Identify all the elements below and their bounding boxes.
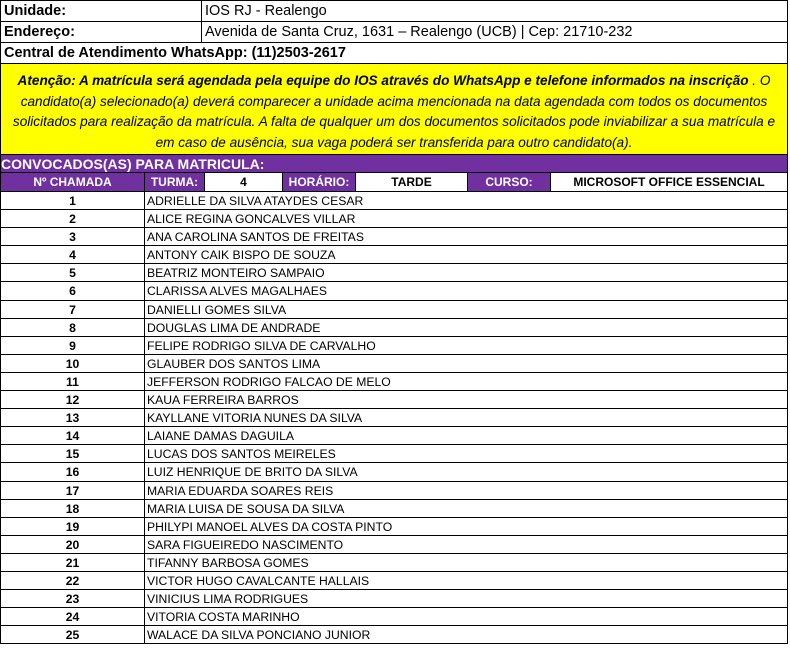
candidate-name: ANA CAROLINA SANTOS DE FREITAS <box>147 230 364 245</box>
candidate-list <box>1 192 788 644</box>
candidate-name: MARIA EDUARDA SOARES REIS <box>147 483 334 498</box>
curso-value: MICROSOFT OFFICE ESSENCIAL <box>551 173 787 191</box>
table-row <box>1 590 788 608</box>
turma-label: TURMA: <box>145 173 205 191</box>
candidate-name: LUIZ HENRIQUE DE BRITO DA SILVA <box>147 465 358 480</box>
candidate-name: DANIELLI GOMES SILVA <box>147 302 287 317</box>
candidate-name: FELIPE RODRIGO SILVA DE CARVALHO <box>147 338 376 353</box>
table-row <box>1 409 788 427</box>
curso-label: CURSO: <box>468 173 551 191</box>
candidate-name: ADRIELLE DA SILVA ATAYDES CESAR <box>147 194 364 208</box>
candidate-name: GLAUBER DOS SANTOS LIMA <box>147 356 321 371</box>
call-number: 1 <box>1 192 145 209</box>
call-number: 16 <box>1 463 145 480</box>
candidate-name: CLARISSA ALVES MAGALHAES <box>147 284 327 299</box>
call-number: 11 <box>1 373 145 390</box>
candidate-name: KAYLLANE VITORIA NUNES DA SILVA <box>147 411 363 426</box>
endereco-row <box>1 22 788 43</box>
candidate-name: LAIANE DAMAS DAGUILA <box>147 429 294 444</box>
candidate-name: JEFFERSON RODRIGO FALCAO DE MELO <box>147 374 391 389</box>
candidate-name: ALICE REGINA GONCALVES VILLAR <box>147 212 356 227</box>
table-row <box>1 500 788 518</box>
candidate-name: WALACE DA SILVA PONCIANO JUNIOR <box>147 628 371 643</box>
convocados-title: CONVOCADOS(AS) PARA MATRICULA: <box>1 155 788 173</box>
call-number: 3 <box>1 228 145 245</box>
call-number: 10 <box>1 355 145 372</box>
table-row <box>1 427 788 445</box>
candidate-name: LUCAS DOS SANTOS MEIRELES <box>147 447 336 462</box>
table-row <box>1 246 788 264</box>
table-row <box>1 626 788 644</box>
table-row <box>1 554 788 572</box>
call-number: 9 <box>1 337 145 354</box>
table-row <box>1 536 788 554</box>
table-row <box>1 337 788 355</box>
table-row <box>1 192 788 210</box>
notice-bold: Atenção: A matrícula será agendada pela equipe do IOS através do WhatsApp e telefone informados na inscrição <box>17 73 749 88</box>
attention-notice <box>1 64 788 155</box>
call-number: 17 <box>1 482 145 499</box>
endereco-value: Avenida de Santa Cruz, 1631 – Realengo (UCB) | Cep: 21710-232 <box>205 24 633 40</box>
call-number: 14 <box>1 427 145 444</box>
candidate-name: VITORIA COSTA MARINHO <box>147 610 300 625</box>
call-number: 19 <box>1 518 145 535</box>
table-row <box>1 282 788 300</box>
call-number: 8 <box>1 319 145 336</box>
unidade-value: IOS RJ - Realengo <box>205 3 327 19</box>
table-row <box>1 301 788 319</box>
unidade-row <box>1 0 788 22</box>
table-row <box>1 355 788 373</box>
class-info-row <box>1 173 788 192</box>
candidate-name: ANTONY CAIK BISPO DE SOUZA <box>147 248 336 263</box>
call-number: 21 <box>1 554 145 571</box>
chamada-label: Nº CHAMADA <box>1 173 145 191</box>
call-number: 23 <box>1 590 145 607</box>
call-number: 18 <box>1 500 145 517</box>
call-number: 4 <box>1 246 145 263</box>
table-row <box>1 518 788 536</box>
call-number: 15 <box>1 445 145 462</box>
turma-value: 4 <box>205 173 283 191</box>
call-number: 6 <box>1 282 145 299</box>
call-number: 24 <box>1 608 145 625</box>
table-row <box>1 608 788 626</box>
table-row <box>1 373 788 391</box>
horario-label: HORÁRIO: <box>283 173 356 191</box>
candidate-name: BEATRIZ MONTEIRO SAMPAIO <box>147 266 325 281</box>
table-row <box>1 391 788 409</box>
whatsapp-central: Central de Atendimento WhatsApp: (11)2503-2617 <box>1 43 788 64</box>
table-row <box>1 210 788 228</box>
candidate-name: TIFANNY BARBOSA GOMES <box>147 555 309 570</box>
candidate-name: VINICIUS LIMA RODRIGUES <box>147 592 309 607</box>
candidate-name: VICTOR HUGO CAVALCANTE HALLAIS <box>147 573 370 588</box>
call-number: 5 <box>1 264 145 281</box>
candidate-name: PHILYPI MANOEL ALVES DA COSTA PINTO <box>147 519 393 534</box>
candidate-name: DOUGLAS LIMA DE ANDRADE <box>147 320 321 335</box>
call-number: 20 <box>1 536 145 553</box>
call-number: 7 <box>1 301 145 318</box>
table-row <box>1 572 788 590</box>
table-row <box>1 228 788 246</box>
candidate-name: MARIA LUISA DE SOUSA DA SILVA <box>147 501 345 516</box>
table-row <box>1 445 788 463</box>
call-number: 25 <box>1 626 145 643</box>
call-number: 2 <box>1 210 145 227</box>
notice-text: . O candidato(a) selecionado(a) deverá comparecer a unidade acima mencionada na data agendada com todos os documentos solicitados para realização da matrícula. A falta de qualquer um dos documentos solicitados pode inviabilizar a sua matrícula e em caso de ausência, sua vaga poderá ser transferida para outro candidato(a). <box>12 73 776 150</box>
call-number: 13 <box>1 409 145 426</box>
call-number: 22 <box>1 572 145 589</box>
table-row <box>1 319 788 337</box>
table-row <box>1 482 788 500</box>
table-row <box>1 463 788 481</box>
unidade-label: Unidade: <box>1 1 202 21</box>
table-row <box>1 264 788 282</box>
horario-value: TARDE <box>356 173 468 191</box>
call-number: 12 <box>1 391 145 408</box>
candidate-name: KAUA FERREIRA BARROS <box>147 393 299 408</box>
endereco-label: Endereço: <box>1 22 202 42</box>
candidate-name: SARA FIGUEIREDO NASCIMENTO <box>147 537 344 552</box>
